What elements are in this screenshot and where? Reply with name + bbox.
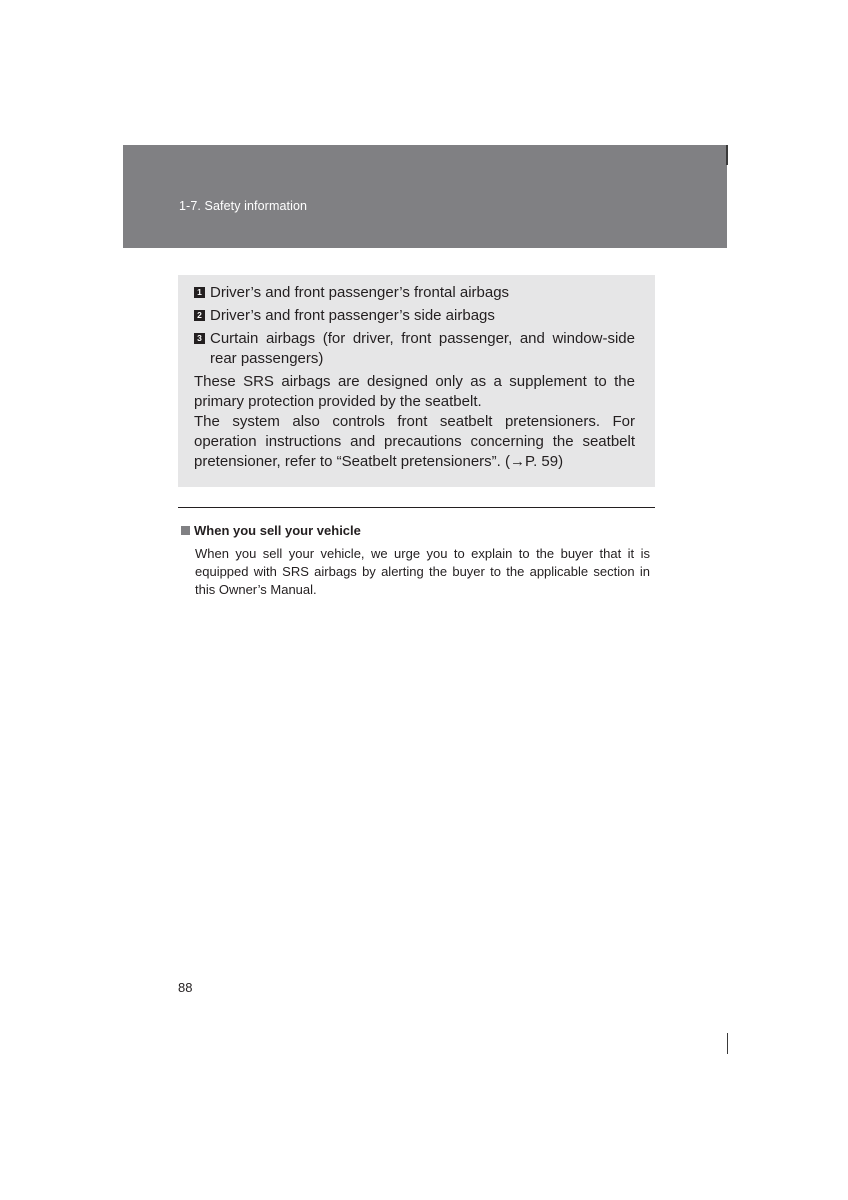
crop-mark-top bbox=[726, 145, 728, 165]
page-number: 88 bbox=[178, 980, 193, 995]
section-title: 1-7. Safety information bbox=[179, 199, 308, 213]
number-badge: 2 bbox=[194, 310, 205, 321]
callout-content bbox=[194, 283, 635, 472]
list-item bbox=[194, 329, 635, 369]
list-item-text: Curtain airbags (for driver, front passenger, and window-side rear passengers) bbox=[210, 330, 635, 367]
list-item bbox=[194, 283, 635, 303]
list-item-text: Driver’s and front passenger’s side airbags bbox=[210, 307, 495, 324]
airbag-callout-box bbox=[178, 275, 655, 487]
list-item-text: Driver’s and front passenger’s frontal airbags bbox=[210, 284, 510, 301]
note-heading bbox=[181, 523, 361, 538]
number-badge: 1 bbox=[194, 287, 205, 298]
note-heading-text: When you sell your vehicle bbox=[194, 523, 361, 538]
list-item bbox=[194, 306, 635, 326]
crop-mark-bottom bbox=[727, 1033, 728, 1054]
square-bullet-icon bbox=[181, 526, 190, 535]
supplement-paragraph: These SRS airbags are designed only as a supplement to the primary protection provided by the seatbelt. bbox=[194, 373, 635, 410]
pretensioner-paragraph: The system also controls front seatbelt pretensioners. For operation instructions and precautions concerning the seatbelt pretensioner, refer to “Seatbelt pretensioners”. (→P. 59) bbox=[194, 413, 635, 470]
header-band bbox=[123, 145, 727, 248]
divider bbox=[178, 507, 655, 508]
note-body: When you sell your vehicle, we urge you to explain to the buyer that it is equipped with SRS airbags by alerting the buyer to the applicable section in this Owner’s Manual. bbox=[195, 546, 650, 597]
number-badge: 3 bbox=[194, 333, 205, 344]
